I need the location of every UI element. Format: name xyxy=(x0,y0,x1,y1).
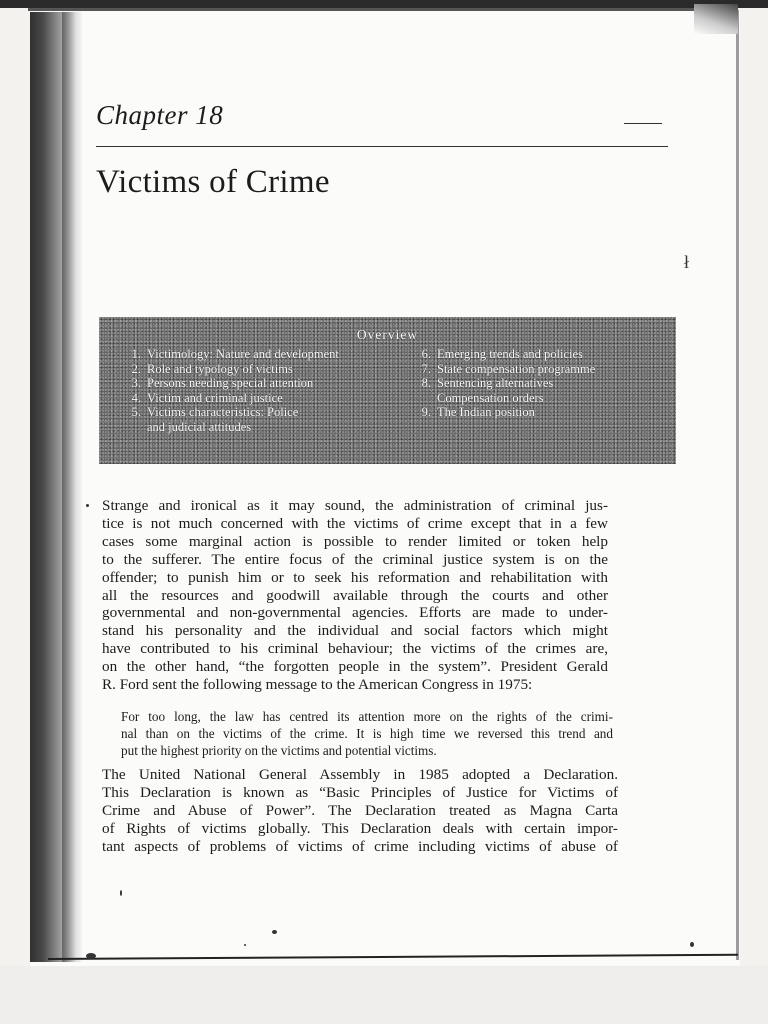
text-line: tant aspects of problems of victims of crime including victims of abuse of xyxy=(102,837,618,855)
text-line: tice is not much concerned with the victims of crime except that in a few xyxy=(102,514,608,532)
overview-item-continuation: and judicial attitudes xyxy=(147,419,252,434)
page-corner-shadow xyxy=(694,4,738,34)
overview-left-list xyxy=(121,347,411,434)
text-line: cases some marginal action is possible to render limited or token help xyxy=(102,532,608,550)
text-line: R. Ford sent the following message to the American Congress in 1975: xyxy=(102,676,533,694)
overview-item: 7. State compensation programme xyxy=(421,361,596,376)
scan-speck xyxy=(272,930,277,934)
scan-speck xyxy=(86,504,89,507)
body-paragraph-1 xyxy=(102,497,608,694)
page-top-edge xyxy=(28,8,738,11)
overview-item: 3. Persons needing special attention xyxy=(131,376,314,390)
scan-speck xyxy=(86,953,96,959)
chapter-dash xyxy=(624,123,662,124)
scan-speck xyxy=(690,942,694,947)
text-line: governmental and non-governmental agencies. Efforts are made to under- xyxy=(102,604,608,622)
text-line: all the resources and goodwill available through the courts and other xyxy=(102,586,608,604)
overview-item: 8. Sentencing alternatives xyxy=(421,376,554,390)
text-line: Crime and Abuse of Power”. The Declaration treated as Magna Carta xyxy=(102,801,618,819)
overview-item: 6. Emerging trends and policies xyxy=(421,347,583,361)
overview-item: 4. Victim and criminal justice xyxy=(131,390,283,405)
chapter-rule xyxy=(96,146,668,147)
text-line: Strange and ironical as it may sound, the administration of criminal jus- xyxy=(102,497,608,514)
text-line: of Rights of victims globally. This Declaration deals with certain impor- xyxy=(102,819,618,837)
overview-item: 2. Role and typology of victims xyxy=(131,361,293,376)
overview-item: 1. Victimology: Nature and development xyxy=(131,347,339,361)
text-line: stand his personality and the individual and social factors which might xyxy=(102,622,608,640)
quote-line: For too long, the law has centred its attention more on the rights of the crimi- xyxy=(121,709,613,724)
scan-speck xyxy=(244,944,246,946)
quote-line: nal than on the victims of the crime. It is high time we reversed this trend and xyxy=(121,726,613,741)
scan-speck xyxy=(120,890,122,896)
text-line: offender; to punish him or to seek his reformation and rehabilitation with xyxy=(102,568,608,586)
overview-item: Compensation orders xyxy=(437,390,544,405)
pencil-mark: ł xyxy=(684,252,690,272)
block-quote xyxy=(121,708,613,759)
overview-heading: Overview xyxy=(356,327,419,342)
text-line: This Declaration is known as “Basic Principles of Justice for Victims of xyxy=(102,783,618,801)
overview-item: 9. The Indian position xyxy=(421,405,535,419)
text-line: have contributed to his criminal behaviour; the victims of the crimes are, xyxy=(102,640,608,658)
chapter-title: Victims of Crime xyxy=(96,164,330,200)
binding-gradient xyxy=(62,12,76,962)
overview-item: 5. Victims characteristics: Police xyxy=(131,405,299,419)
text-line: on the other hand, “the forgotten people in the system”. President Gerald xyxy=(102,658,608,676)
text-line: to the sufferer. The entire focus of the criminal justice system is on the xyxy=(102,550,608,568)
overview-box xyxy=(99,317,676,464)
chapter-label: Chapter 18 xyxy=(96,100,224,130)
scan-background xyxy=(0,966,768,1024)
page-right-edge xyxy=(736,10,739,960)
text-line: The United National General Assembly in 1985 adopted a Declaration. xyxy=(102,766,618,783)
scan-top-border xyxy=(0,0,768,8)
quote-line: put the highest priority on the victims and potential victims. xyxy=(121,743,437,758)
overview-right-list xyxy=(411,347,671,420)
body-paragraph-2 xyxy=(102,766,618,856)
